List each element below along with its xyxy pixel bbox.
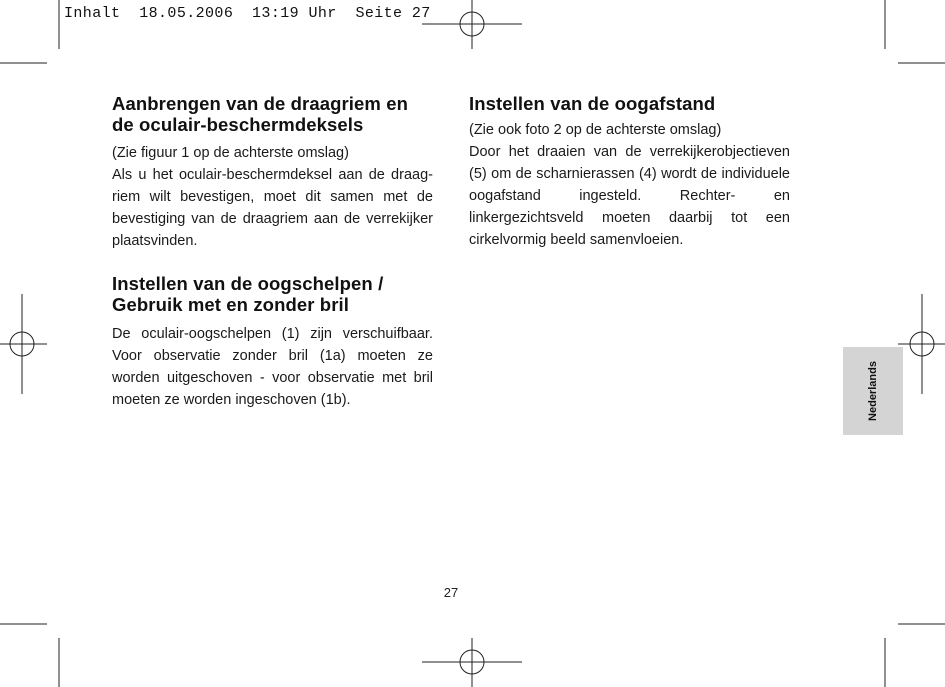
- section-heading-draagriem: [112, 93, 433, 135]
- heading-line-2: de oculair-beschermdeksels: [112, 114, 364, 135]
- registration-mark-top: [422, 0, 522, 49]
- language-tab: [843, 347, 903, 435]
- paragraph-oogafstand: Door het draaien van de verrekijkerobjectieven (5) om de scharnierassen (4) wordt de individuele oogafstand ingesteld. Rechter- en linkergezichtsveld moeten daarbij tot een cirkelvormig beeld samenvloeien.: [469, 144, 790, 248]
- heading-line-2: Gebruik met en zonder bril: [112, 294, 349, 315]
- print-slug-line: Inhalt 18.05.2006 13:19 Uhr Seite 27: [64, 5, 431, 22]
- right-column: [469, 93, 790, 251]
- section-draagriem: [112, 93, 433, 252]
- registration-mark-right: [898, 294, 945, 394]
- registration-mark-bottom: [422, 638, 522, 687]
- heading-line-1: Instellen van de oogschelpen /: [112, 273, 384, 294]
- figure-reference-note: (Zie figuur 1 op de achterste omslag): [112, 145, 349, 161]
- paragraph-oogschelpen: De oculair-oogschelpen (1) zijn verschuifbaar. Voor observatie zonder bril (1a) moeten ze worden uitgeschoven - voor observatie met bril moeten ze worden ingeschoven (1b).: [112, 326, 433, 408]
- left-column: [112, 93, 433, 411]
- section-oogschelpen: [112, 273, 433, 411]
- paragraph-draagriem: Als u het oculair-beschermdeksel aan de draagriem wilt bevestigen, moet dit samen met de bevestiging van de draagriem aan de verrekijker plaatsvinden.: [112, 167, 433, 249]
- section-heading-oogafstand: Instellen van de oogafstand: [469, 93, 716, 114]
- registration-mark-left: [0, 294, 47, 394]
- section-oogafstand: [469, 93, 790, 251]
- page-number: 27: [443, 585, 459, 600]
- heading-line-1: Aanbrengen van de draagriem en: [112, 93, 409, 114]
- language-tab-label: Nederlands: [867, 361, 879, 421]
- section-heading-oogschelpen: [112, 273, 433, 315]
- photo-reference-note: (Zie ook foto 2 op de achterste omslag): [469, 122, 722, 138]
